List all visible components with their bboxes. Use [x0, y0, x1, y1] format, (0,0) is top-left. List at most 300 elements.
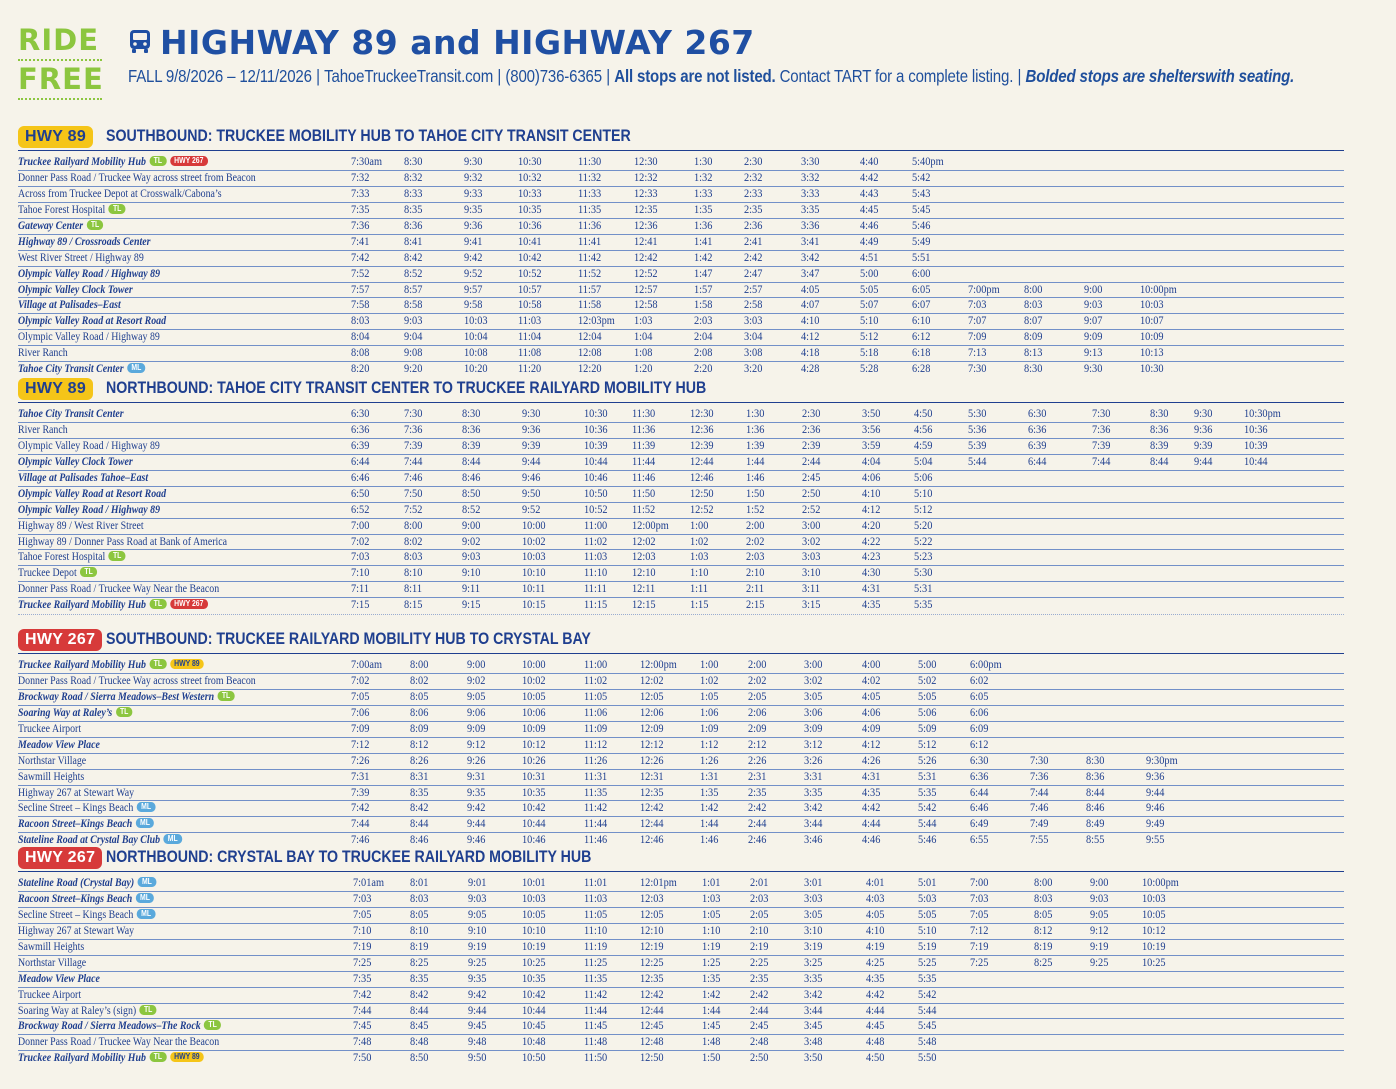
departure-time: 9:25: [468, 956, 487, 969]
departure-time: 9:04: [404, 331, 423, 344]
departure-time: 8:25: [410, 956, 429, 969]
departure-time: 9:42: [467, 802, 486, 815]
departure-time: 8:10: [410, 924, 429, 937]
departure-time: 4:45: [860, 203, 879, 216]
departure-time: 7:05: [970, 908, 989, 921]
tl-connection-tag: TL: [109, 551, 126, 561]
departure-time: 2:42: [750, 988, 769, 1001]
departure-time: 6:39: [1028, 439, 1047, 452]
departure-time: 2:58: [744, 299, 763, 312]
departure-time: 7:42: [353, 988, 372, 1001]
departure-time: 1:35: [700, 786, 719, 799]
departure-time: 11:05: [584, 908, 608, 921]
departure-time: 10:03: [522, 892, 546, 905]
departure-time: 4:10: [866, 924, 885, 937]
departure-time: 12:05: [640, 908, 664, 921]
departure-time: 11:30: [578, 156, 602, 168]
table-row: [18, 283, 1344, 299]
departure-time: 7:44: [404, 455, 423, 468]
departure-time: 12:03pm: [578, 315, 615, 328]
bolded-note: Bolded stops are shelterswith seating.: [1025, 66, 1295, 86]
departure-time: 7:39: [351, 786, 370, 799]
section-hwy89-southbound: [18, 126, 1344, 377]
table-row: [18, 535, 1344, 551]
departure-time: 2:01: [750, 877, 769, 889]
stop-name: River Ranch: [18, 423, 68, 436]
stop-name: Olympic Valley Clock Tower: [18, 283, 133, 296]
departure-time: 7:09: [351, 722, 370, 735]
departure-time: 1:10: [690, 567, 709, 580]
departure-time: 2:32: [744, 171, 763, 184]
departure-time: 12:48: [640, 1036, 664, 1049]
departure-time: 8:05: [410, 690, 429, 703]
departure-time: 1:41: [694, 235, 713, 248]
departure-time: 11:09: [584, 722, 608, 735]
departure-time: 4:45: [866, 1020, 885, 1033]
departure-time: 11:10: [584, 924, 608, 937]
departure-time: 6:09: [970, 722, 989, 735]
departure-time: 9:00: [1090, 877, 1109, 889]
departure-time: 10:03: [1140, 299, 1164, 312]
departure-time: 7:19: [353, 940, 372, 953]
departure-time: 5:46: [912, 219, 931, 232]
departure-time: 9:30: [1084, 363, 1103, 376]
stop-cell: [18, 877, 156, 889]
departure-time: 5:35: [918, 786, 937, 799]
h89-connection-tag: HWY 89: [170, 1052, 204, 1062]
departure-time: 9:12: [467, 738, 486, 751]
departure-time: 9:36: [464, 219, 483, 232]
departure-time: 3:09: [804, 722, 823, 735]
departure-time: 7:13: [968, 347, 987, 360]
website-link[interactable]: TahoeTruckeeTransit.com: [324, 66, 494, 86]
departure-time: 7:00pm: [968, 283, 1000, 296]
departure-time: 9:39: [1194, 439, 1213, 452]
ride-text: RIDE: [18, 22, 102, 61]
departure-time: 2:10: [750, 924, 769, 937]
departure-time: 9:50: [522, 487, 541, 500]
stop-name: Olympic Valley Clock Tower: [18, 455, 133, 468]
departure-time: 12:30: [634, 156, 658, 168]
departure-time: 9:15: [462, 599, 481, 612]
departure-time: 1:35: [702, 972, 721, 985]
departure-time: 1:52: [746, 503, 765, 516]
departure-time: 5:10: [860, 315, 879, 328]
departure-time: 12:36: [690, 423, 714, 436]
stop-cell: [18, 941, 84, 953]
departure-time: 9:19: [1090, 940, 1109, 953]
stop-cell: [18, 504, 160, 516]
stop-cell: [18, 1052, 204, 1064]
departure-time: 2:35: [748, 786, 767, 799]
departure-time: 11:20: [518, 363, 542, 376]
departure-time: 7:36: [1092, 423, 1111, 436]
departure-time: 5:28: [860, 363, 879, 376]
departure-time: 11:42: [584, 802, 608, 815]
departure-time: 1:31: [700, 770, 719, 783]
departure-time: 5:36: [968, 423, 987, 436]
departure-time: 1:25: [702, 956, 721, 969]
departure-time: 8:30: [1024, 363, 1043, 376]
departure-time: 10:19: [1142, 940, 1166, 953]
departure-time: 3:36: [801, 219, 820, 232]
departure-time: 10:07: [1140, 315, 1164, 328]
departure-time: 6:46: [351, 471, 370, 484]
departure-time: 3:20: [744, 363, 763, 376]
departure-time: 3:19: [804, 940, 823, 953]
departure-time: 4:43: [860, 187, 879, 200]
departure-time: 7:35: [353, 972, 372, 985]
departure-time: 8:03: [1024, 299, 1043, 312]
departure-time: 10:13: [1140, 347, 1164, 360]
departure-time: 9:10: [468, 924, 487, 937]
h267-connection-tag: HWY 267: [170, 599, 208, 609]
departure-time: 10:25: [1142, 956, 1166, 969]
table-row: [18, 658, 1344, 674]
departure-time: 7:46: [1030, 802, 1049, 815]
departure-time: 1:02: [700, 674, 719, 687]
departure-time: 12:00pm: [632, 519, 669, 532]
departure-time: 4:42: [866, 988, 885, 1001]
departure-time: 1:10: [702, 924, 721, 937]
table-row: [18, 582, 1344, 598]
departure-time: 2:57: [744, 283, 763, 296]
departure-time: 7:49: [1030, 818, 1049, 831]
departure-time: 4:23: [862, 551, 881, 564]
table-row: [18, 833, 1344, 848]
departure-time: 12:42: [634, 251, 658, 264]
departure-time: 9:44: [1194, 455, 1213, 468]
departure-time: 10:02: [522, 674, 546, 687]
ml-connection-tag: ML: [127, 363, 146, 373]
departure-time: 4:49: [860, 235, 879, 248]
departure-time: 2:35: [744, 203, 763, 216]
departure-time: 8:42: [410, 802, 429, 815]
departure-time: 12:32: [634, 171, 658, 184]
departure-time: 10:00: [522, 519, 546, 532]
table-row: [18, 219, 1344, 235]
ml-connection-tag: ML: [137, 909, 156, 919]
departure-time: 5:45: [918, 1020, 937, 1033]
stop-name: Secline Street – Kings Beach: [18, 908, 134, 921]
departure-time: 2:44: [750, 1004, 769, 1017]
departure-time: 3:02: [804, 674, 823, 687]
departure-time: 7:09: [968, 331, 987, 344]
departure-time: 8:19: [410, 940, 429, 953]
departure-time: 7:42: [351, 802, 370, 815]
departure-time: 6:05: [970, 690, 989, 703]
departure-time: 7:58: [351, 299, 370, 312]
departure-time: 10:00: [522, 659, 546, 671]
bus-icon: [128, 29, 152, 55]
departure-time: 1:46: [700, 834, 719, 847]
departure-time: 1:46: [746, 471, 765, 484]
departure-time: 5:12: [918, 738, 937, 751]
departure-time: 1:04: [634, 331, 653, 344]
departure-time: 10:10: [522, 924, 546, 937]
stop-cell: [18, 284, 133, 296]
departure-time: 7:39: [1092, 439, 1111, 452]
departure-time: 5:02: [918, 674, 937, 687]
departure-time: 10:02: [522, 535, 546, 548]
departure-time: 6:36: [1028, 423, 1047, 436]
tl-connection-tag: TL: [87, 220, 104, 230]
departure-time: 5:00: [918, 659, 937, 671]
departure-time: 5:23: [914, 551, 933, 564]
departure-time: 8:48: [410, 1036, 429, 1049]
departure-time: 9:02: [462, 535, 481, 548]
departure-time: 6:30: [1028, 408, 1047, 420]
departure-time: 5:44: [918, 1004, 937, 1017]
departure-time: 5:12: [860, 331, 879, 344]
departure-time: 10:32: [518, 171, 542, 184]
departure-time: 12:19: [640, 940, 664, 953]
departure-time: 10:11: [522, 583, 546, 596]
stop-cell: [18, 252, 144, 264]
departure-time: 11:50: [632, 487, 656, 500]
departure-time: 3:42: [804, 988, 823, 1001]
departure-time: 8:55: [1086, 834, 1105, 847]
departure-time: 5:05: [918, 908, 937, 921]
section-divider: [18, 614, 1344, 615]
departure-time: 4:18: [801, 347, 820, 360]
departure-time: 11:50: [584, 1052, 608, 1065]
stop-cell: [18, 520, 144, 532]
departure-time: 1:35: [694, 203, 713, 216]
departure-time: 11:39: [632, 439, 656, 452]
departure-time: 3:35: [804, 972, 823, 985]
departure-time: 7:01am: [353, 877, 385, 889]
stop-cell: [18, 172, 256, 184]
departure-time: 6:10: [912, 315, 931, 328]
departure-time: 3:33: [801, 187, 820, 200]
stop-cell: [18, 818, 154, 830]
departure-time: 12:44: [640, 818, 664, 831]
table-row: [18, 674, 1344, 690]
stop-cell: [18, 583, 219, 595]
departure-time: 11:30: [632, 408, 656, 420]
departure-time: 10:44: [522, 818, 546, 831]
departure-time: 10:46: [522, 834, 546, 847]
departure-time: 6:30: [351, 408, 370, 420]
departure-time: 7:44: [1030, 786, 1049, 799]
stop-name: Highway 267 at Stewart Way: [18, 924, 135, 937]
departure-time: 8:19: [1034, 940, 1053, 953]
departure-time: 1:06: [700, 706, 719, 719]
stop-cell: [18, 989, 81, 1001]
departure-time: 4:12: [862, 503, 881, 516]
subtitle-line: FALL 9/8/2026 – 12/11/2026 | TahoeTruckeeTransit.com | (800)736-6365 | All stops are not listed. Contact TART for a complete listing. | Bolded stops are shelterswith seating.: [128, 66, 1295, 86]
departure-time: 6:49: [970, 818, 989, 831]
departure-time: 6:06: [970, 706, 989, 719]
table-row: [18, 455, 1344, 471]
departure-time: 5:05: [918, 690, 937, 703]
stop-name: Donner Pass Road / Truckee Way across street from Beacon: [18, 171, 256, 184]
departure-time: 12:10: [640, 924, 664, 937]
departure-time: 8:35: [410, 972, 429, 985]
departure-time: 12:12: [640, 738, 664, 751]
direction-title: SOUTHBOUND: TRUCKEE RAILYARD MOBILITY HUB TO CRYSTAL BAY: [106, 630, 591, 648]
departure-time: 11:12: [584, 738, 608, 751]
departure-time: 4:04: [862, 455, 881, 468]
tl-connection-tag: TL: [140, 1005, 157, 1015]
departure-time: 2:45: [750, 1020, 769, 1033]
departure-time: 12:46: [640, 834, 664, 847]
departure-time: 10:39: [584, 439, 608, 452]
departure-time: 1:36: [746, 423, 765, 436]
departure-time: 8:44: [410, 1004, 429, 1017]
departure-time: 2:42: [748, 802, 767, 815]
departure-time: 8:04: [351, 331, 370, 344]
departure-time: 10:15: [522, 599, 546, 612]
departure-time: 7:30: [1030, 754, 1049, 767]
departure-time: 11:36: [578, 219, 602, 232]
table-row: [18, 566, 1344, 582]
departure-time: 1:03: [690, 551, 709, 564]
departure-time: 5:42: [912, 171, 931, 184]
departure-time: 1:05: [702, 908, 721, 921]
departure-time: 11:45: [584, 1020, 608, 1033]
table-row: [18, 314, 1344, 330]
departure-time: 12:58: [634, 299, 658, 312]
departure-time: 6:07: [912, 299, 931, 312]
stop-name: Truckee Depot: [18, 567, 77, 580]
departure-time: 7:07: [968, 315, 987, 328]
departure-time: 9:03: [462, 551, 481, 564]
departure-time: 7:57: [351, 283, 370, 296]
stop-cell: [18, 536, 227, 548]
departure-time: 1:05: [700, 690, 719, 703]
stop-cell: [18, 424, 68, 436]
departure-time: 4:44: [862, 818, 881, 831]
departure-time: 6:02: [970, 674, 989, 687]
departure-time: 12:15: [632, 599, 656, 612]
departure-time: 2:12: [748, 738, 767, 751]
departure-time: 2:00: [748, 659, 767, 671]
departure-time: 10:30: [518, 156, 542, 168]
departure-time: 12:31: [640, 770, 664, 783]
departure-time: 3:59: [862, 439, 881, 452]
departure-time: 4:46: [862, 834, 881, 847]
departure-time: 1:47: [694, 267, 713, 280]
departure-time: 8:25: [1034, 956, 1053, 969]
title-text: HIGHWAY 89 and HIGHWAY 267: [160, 22, 755, 62]
departure-time: 2:44: [748, 818, 767, 831]
stop-name: Tahoe City Transit Center: [18, 363, 124, 376]
departure-time: 7:03: [351, 551, 370, 564]
departure-time: 11:52: [578, 267, 602, 280]
departure-time: 8:35: [404, 203, 423, 216]
stop-name: Stateline Road at Crystal Bay Club: [18, 834, 161, 847]
departure-time: 11:32: [578, 171, 602, 184]
stop-cell: [18, 787, 134, 799]
tl-connection-tag: TL: [149, 156, 166, 166]
departure-time: 7:02: [351, 674, 370, 687]
departure-time: 3:05: [804, 690, 823, 703]
departure-time: 3:41: [801, 235, 820, 248]
departure-time: 10:09: [1140, 331, 1164, 344]
departure-time: 7:15: [351, 599, 370, 612]
departure-time: 7:44: [351, 818, 370, 831]
departure-time: 9:36: [1146, 770, 1165, 783]
direction-title: NORTHBOUND: TAHOE CITY TRANSIT CENTER TO TRUCKEE RAILYARD MOBILITY HUB: [106, 379, 707, 397]
departure-time: 8:52: [462, 503, 481, 516]
departure-time: 9:03: [1090, 892, 1109, 905]
stop-name: River Ranch: [18, 347, 68, 360]
tl-connection-tag: TL: [218, 691, 235, 701]
departure-time: 3:03: [744, 315, 763, 328]
departure-time: 7:55: [1030, 834, 1049, 847]
departure-time: 10:36: [584, 423, 608, 436]
stop-name: Brockway Road / Sierra Meadows–Best Western: [18, 690, 215, 703]
stop-name: Olympic Valley Road / Highway 89: [18, 267, 161, 280]
departure-time: 1:12: [700, 738, 719, 751]
departure-time: 4:50: [866, 1052, 885, 1065]
departure-time: 11:26: [584, 754, 608, 767]
departure-time: 7:30am: [351, 156, 383, 168]
stop-cell: [18, 440, 160, 452]
departure-time: 11:36: [632, 423, 656, 436]
phone-number[interactable]: (800)736-6365: [505, 66, 602, 86]
departure-time: 7:30: [1092, 408, 1111, 420]
departure-time: 8:44: [1150, 455, 1169, 468]
departure-time: 8:42: [410, 988, 429, 1001]
departure-time: 2:03: [694, 315, 713, 328]
stop-name: Highway 89 / Donner Pass Road at Bank of America: [18, 535, 228, 548]
stop-cell: [18, 771, 84, 783]
departure-time: 10:05: [1142, 908, 1166, 921]
departure-time: 4:10: [862, 487, 881, 500]
departure-time: 4:09: [862, 722, 881, 735]
departure-time: 12:39: [690, 439, 714, 452]
departure-time: 12:35: [640, 786, 664, 799]
departure-time: 10:46: [584, 471, 608, 484]
h267-connection-tag: HWY 267: [170, 156, 208, 166]
departure-time: 4:51: [860, 251, 879, 264]
departure-time: 6:44: [970, 786, 989, 799]
departure-time: 11:35: [584, 786, 608, 799]
departure-time: 9:03: [404, 315, 423, 328]
departure-time: 9:35: [468, 972, 487, 985]
departure-time: 11:19: [584, 940, 608, 953]
table-row: [18, 423, 1344, 439]
departure-time: 7:39: [404, 439, 423, 452]
stop-name: Sawmill Heights: [18, 940, 85, 953]
departure-time: 7:26: [351, 754, 370, 767]
stop-name: Donner Pass Road / Truckee Way Near the Beacon: [18, 1036, 220, 1049]
departure-time: 10:26: [522, 754, 546, 767]
departure-time: 12:01pm: [640, 877, 677, 889]
departure-time: 10:08: [464, 347, 488, 360]
stop-cell: [18, 315, 166, 327]
departure-time: 3:11: [802, 583, 821, 596]
departure-time: 3:03: [804, 892, 823, 905]
departure-time: 7:44: [1092, 455, 1111, 468]
departure-time: 11:33: [578, 187, 602, 200]
departure-time: 8:11: [404, 583, 423, 596]
departure-time: 10:20: [464, 363, 488, 376]
departure-time: 8:58: [404, 299, 423, 312]
departure-time: 7:05: [353, 908, 372, 921]
departure-time: 8:02: [410, 674, 429, 687]
departure-time: 1:42: [702, 988, 721, 1001]
departure-time: 9:30: [522, 408, 541, 420]
departure-time: 5:35: [918, 972, 937, 985]
departure-time: 1:44: [746, 455, 765, 468]
departure-time: 8:42: [404, 251, 423, 264]
departure-time: 7:44: [353, 1004, 372, 1017]
departure-time: 10:52: [518, 267, 542, 280]
